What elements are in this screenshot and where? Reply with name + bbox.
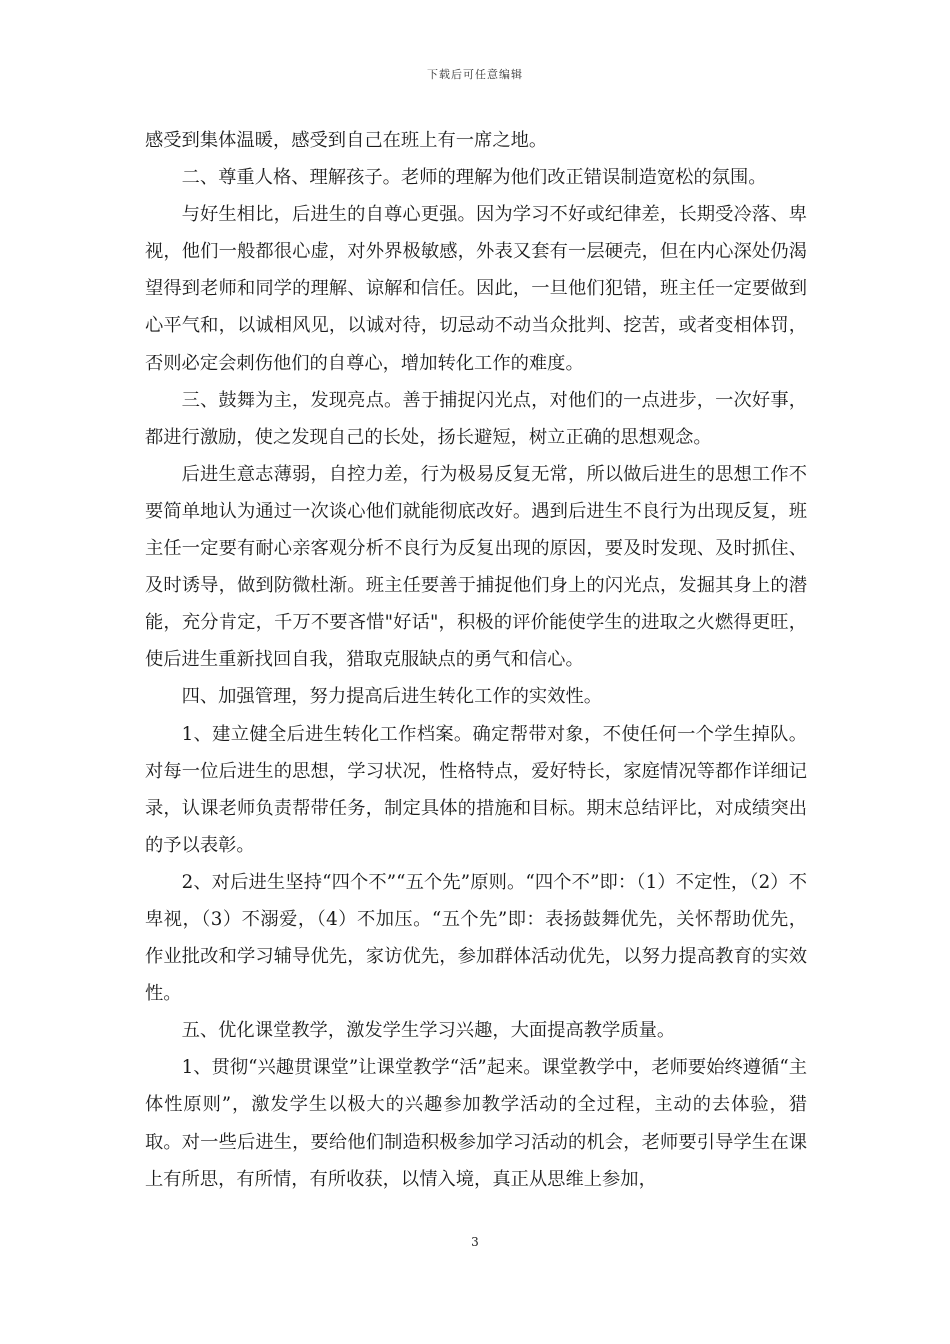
page-header: 下载后可任意编辑: [427, 68, 523, 81]
paragraph-9: 五、优化课堂教学，激发学生学习兴趣，大面提高教学质量。: [181, 1020, 676, 1042]
paragraph-7: 1、建立健全后进生转化工作档案。确定帮带对象，不使任何一个学生掉队。对每一位后进生的思想，学习状况，性格特点，爱好特长，家庭情况等都作详细记录，认课老师负责帮带任务，制定具体的措施和目标。期末总结评比，对成绩突出的予以表彰。: [145, 723, 807, 856]
paragraph-4: 三、鼓舞为主，发现亮点。善于捕捉闪光点，对他们的一点进步，一次好事，都进行激励，使之发现自己的长处，扬长避短，树立正确的思想观念。: [145, 389, 807, 448]
document-body: [145, 122, 807, 1198]
paragraph-5: 后进生意志薄弱，自控力差，行为极易反复无常，所以做后进生的思想工作不要简单地认为通过一次谈心他们就能彻底改好。遇到后进生不良行为出现反复，班主任一定要有耐心亲客观分析不良行为反复出现的原因，要及时发现、及时抓住、及时诱导，做到防微杜渐。班主任要善于捕捉他们身上的闪光点，发掘其身上的潜能，充分肯定，千万不要吝惜"好话"，积极的评价能使学生的进取之火燃得更旺，使后进生重新找回自我，猎取克服缺点的勇气和信心。: [145, 463, 807, 671]
paragraph-1: 感受到集体温暖，感受到自己在班上有一席之地。: [145, 130, 548, 151]
paragraph-3: 与好生相比，后进生的自尊心更强。因为学习不好或纪律差，长期受冷落、卑视，他们一般都很心虚，对外界极敏感，外表又套有一层硬壳，但在内心深处仍渴望得到老师和同学的理解、谅解和信任。因此，一旦他们犯错，班主任一定要做到心平气和，以诚相风见，以诚对待，切忌动不动当众批判、挖苦，或者变相体罚，否则必定会刺伤他们的自尊心，增加转化工作的难度。: [145, 204, 807, 374]
paragraph-10: 1、贯彻“兴趣贯课堂”让课堂教学“活”起来。课堂教学中，老师要始终遵循“主体性原则”，激发学生以极大的兴趣参加教学活动的全过程，主动的去体验，猎取。对一些后进生，要给他们制造积极参加学习活动的机会，老师要引导学生在课上有所思，有所情，有所收获，以情入境，真正从思维上参加，: [145, 1057, 807, 1190]
page-number: 3: [471, 1235, 479, 1249]
paragraph-2: 二、尊重人格、理解孩子。老师的理解为他们改正错误制造宽松的氛围。: [181, 167, 767, 189]
paragraph-6: 四、加强管理，努力提高后进生转化工作的实效性。: [181, 686, 603, 708]
paragraph-8: 2、对后进生坚持“四个不”“五个先”原则。“四个不”即：（1）不定性，（2）不卑视，（3）不溺爱，（4）不加压。“五个先”即：表扬鼓舞优先，关怀帮助优先，作业批改和学习辅导优先，家访优先，参加群体活动优先，以努力提高教育的实效性。: [145, 871, 807, 1005]
